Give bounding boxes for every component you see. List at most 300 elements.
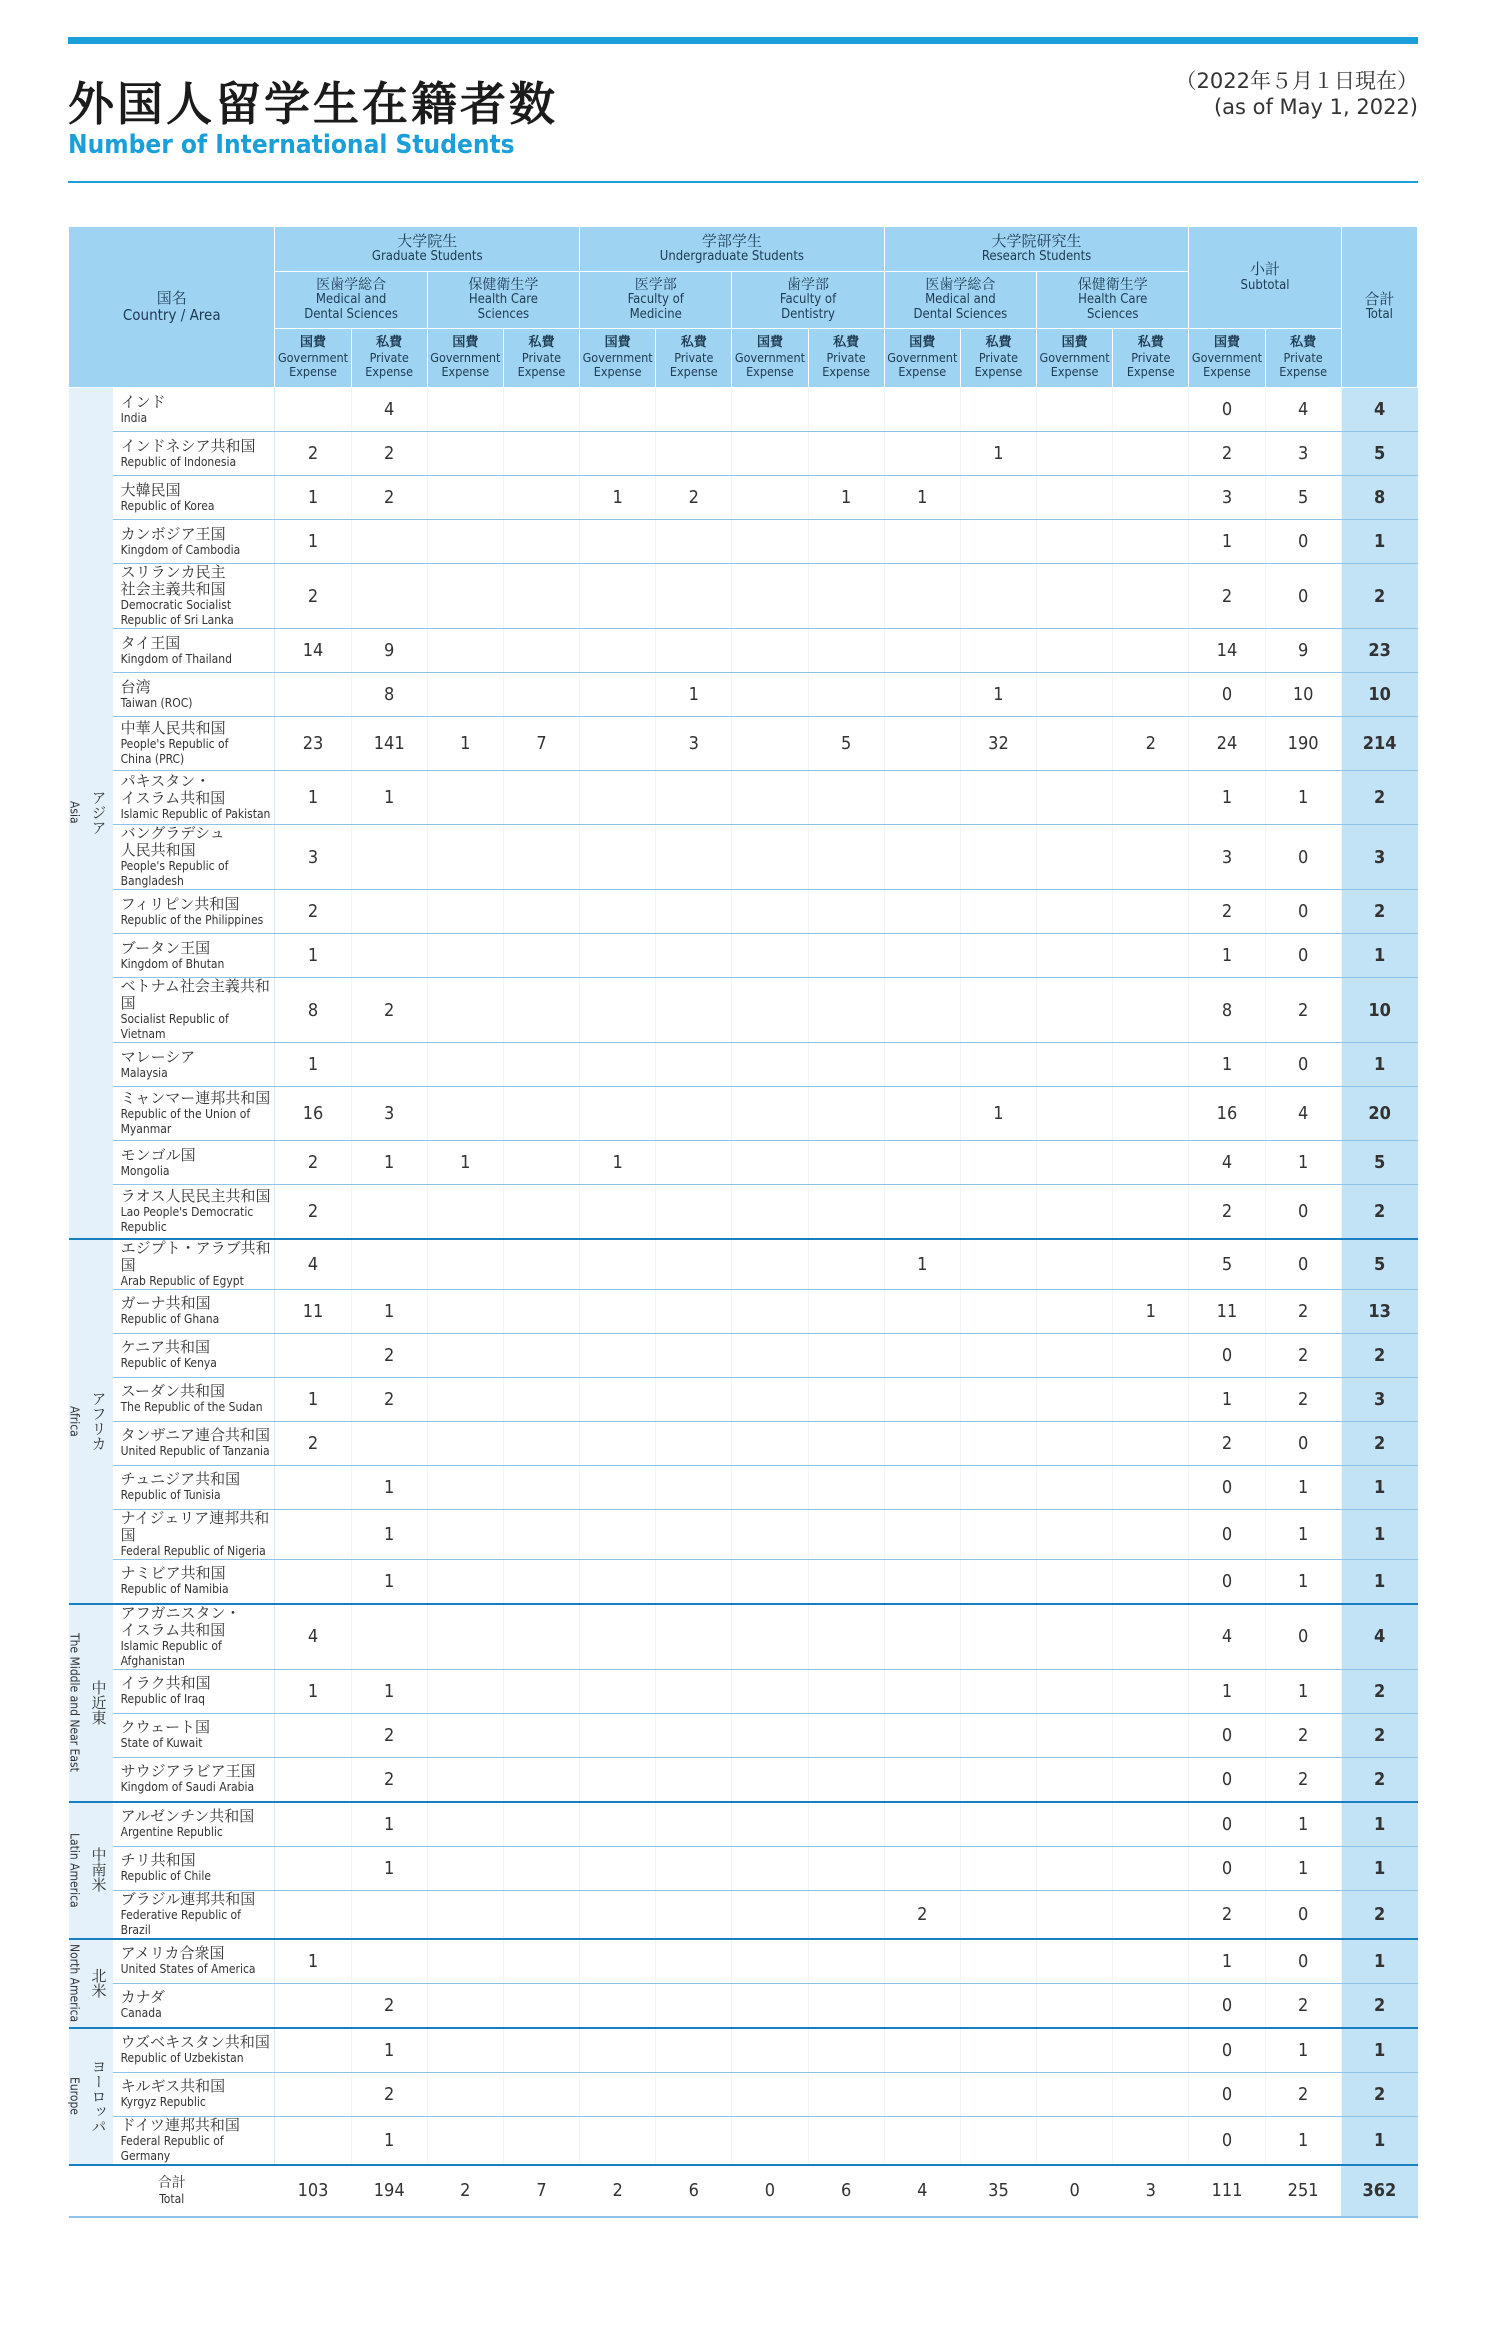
value-cell (580, 520, 656, 564)
value-cell (580, 2072, 656, 2116)
row-total-cell: 1 (1341, 1802, 1417, 1847)
value-cell (808, 1185, 884, 1239)
value-cell (1113, 771, 1189, 825)
value-cell (960, 1185, 1036, 1239)
expense-label: Expense (669, 364, 718, 380)
group-en: Undergraduate Students (659, 249, 804, 265)
value-cell (1113, 1421, 1189, 1465)
value-cell: 2 (351, 1333, 427, 1377)
country-name-en: Malaysia (120, 1065, 168, 1080)
subtotal-private-cell: 0 (1265, 564, 1341, 629)
private-expense-header (1265, 329, 1341, 388)
value-cell (427, 1669, 503, 1713)
government-expense-header (275, 329, 351, 388)
value-cell (503, 2028, 579, 2073)
value-cell (580, 1890, 656, 1939)
country-name-en: Republic of Tunisia (120, 1488, 221, 1502)
value-cell: 23 (275, 717, 351, 771)
value-cell (884, 1185, 960, 1239)
country-name-en: Democratic Socialist (120, 598, 232, 612)
value-cell: 3 (351, 1087, 427, 1141)
country-name-en: India (120, 410, 148, 425)
country-name-jp: ナイジェリア連邦共和国 (120, 1508, 270, 1544)
value-cell (732, 2072, 808, 2116)
country-name-en: Federal Republic of Germany (120, 2133, 224, 2163)
value-cell (351, 1939, 427, 1984)
value-cell (884, 1421, 960, 1465)
country-name (113, 978, 275, 1043)
value-cell (1113, 1802, 1189, 1847)
country-name-en: Republic of the Philippines (120, 912, 264, 927)
value-cell (808, 432, 884, 476)
value-cell: 1 (884, 1239, 960, 1290)
value-cell (884, 1757, 960, 1802)
expense-label: Private (1131, 350, 1171, 366)
value-cell (503, 673, 579, 717)
expense-label: Expense (517, 364, 566, 380)
value-cell (427, 1604, 503, 1670)
country-name-en: Republic of Iraq (120, 1692, 206, 1706)
value-cell (580, 890, 656, 934)
country-name-jp: 人民共和国 (120, 841, 196, 859)
region-en: Europe (67, 2077, 82, 2115)
region-en: Africa (67, 1405, 82, 1437)
country-name-en: Kingdom of Bhutan (120, 956, 225, 971)
country-name (113, 1185, 275, 1239)
expense-label: Expense (898, 364, 947, 380)
country-name-en: Kingdom of Cambodia (120, 542, 241, 557)
value-cell (1113, 1141, 1189, 1185)
discipline-jp: 歯学部 (787, 277, 830, 294)
value-cell (884, 1377, 960, 1421)
table-row (69, 564, 1418, 629)
value-cell: 2 (351, 1983, 427, 2028)
country-name-en: Republic of Korea (120, 498, 215, 513)
subtotal-government-cell: 0 (1189, 1983, 1265, 2028)
country-name-jp: ケニア共和国 (120, 1338, 210, 1356)
value-cell: 2 (275, 564, 351, 629)
country-name-jp: タンザニア連合共和国 (120, 1426, 270, 1444)
value-cell: 1 (351, 1509, 427, 1559)
value-cell (580, 1087, 656, 1141)
grand-total-cell: 0 (1037, 2165, 1113, 2217)
country-name-jp: サウジアラビア王国 (120, 1762, 256, 1780)
country-name-jp: パキスタン・ (120, 772, 211, 790)
country-name (113, 1604, 275, 1670)
grand-total-cell: 2 (580, 2165, 656, 2217)
value-cell (960, 1846, 1036, 1890)
value-cell (1113, 2072, 1189, 2116)
value-cell (808, 1890, 884, 1939)
value-cell (808, 1604, 884, 1670)
table-row (69, 520, 1418, 564)
table-row (69, 476, 1418, 520)
government-expense-header (580, 329, 656, 388)
subtotal-jp: 小計 (1250, 260, 1281, 279)
value-cell (1113, 629, 1189, 673)
value-cell: 11 (275, 1289, 351, 1333)
value-cell (1113, 2028, 1189, 2073)
country-name (113, 1421, 275, 1465)
subtotal-en: Subtotal (1240, 277, 1290, 293)
value-cell: 8 (351, 673, 427, 717)
government-expense-header (427, 329, 503, 388)
country-name-jp: スーダン共和国 (120, 1382, 225, 1400)
table-row (69, 1983, 1418, 2028)
value-cell (580, 1185, 656, 1239)
country-name-jp: タイ王国 (120, 633, 181, 652)
value-cell: 1 (275, 934, 351, 978)
region-en: The Middle and Near East (67, 1633, 82, 1772)
row-total-cell: 10 (1341, 673, 1417, 717)
discipline-jp: 医歯学総合 (925, 277, 996, 294)
value-cell (275, 2028, 351, 2073)
page-subtitle: Number of International Students (68, 130, 515, 160)
country-name (113, 1465, 275, 1509)
table-row (69, 1141, 1418, 1185)
country-name-en: Taiwan (ROC) (120, 695, 193, 710)
value-cell (656, 1239, 732, 1290)
country-name (113, 1846, 275, 1890)
value-cell: 2 (351, 1757, 427, 1802)
country-name (113, 1669, 275, 1713)
value-cell (1113, 1890, 1189, 1939)
subtotal-government-cell: 1 (1189, 1669, 1265, 1713)
value-cell (427, 2116, 503, 2165)
group-jp: 大学院生 (397, 231, 458, 250)
value-cell (884, 978, 960, 1043)
students-table (68, 226, 1418, 2218)
value-cell (1113, 1713, 1189, 1757)
discipline-jp: 保健衛生学 (468, 277, 539, 294)
value-cell (1113, 476, 1189, 520)
country-name-jp: ウズベキスタン共和国 (120, 2033, 270, 2051)
value-cell (884, 1939, 960, 1984)
subtotal-private-cell: 4 (1265, 388, 1341, 432)
table-row (69, 890, 1418, 934)
country-name-jp: スリランカ民主 (120, 563, 226, 581)
expense-label: Expense (974, 364, 1023, 380)
value-cell (960, 629, 1036, 673)
value-cell (884, 2116, 960, 2165)
country-header (69, 227, 275, 388)
subtotal-private-cell: 1 (1265, 2028, 1341, 2073)
subtotal-government-cell: 3 (1189, 476, 1265, 520)
value-cell (503, 1185, 579, 1239)
subtotal-private-cell: 0 (1265, 520, 1341, 564)
table-row (69, 1846, 1418, 1890)
table-row (69, 1377, 1418, 1421)
table-row (69, 978, 1418, 1043)
value-cell (503, 1983, 579, 2028)
undergraduate-header (580, 227, 885, 272)
subtotal-private-cell: 2 (1265, 1333, 1341, 1377)
value-cell (732, 934, 808, 978)
subtotal-private-cell: 0 (1265, 1185, 1341, 1239)
row-total-cell: 2 (1341, 1669, 1417, 1713)
value-cell (1113, 1239, 1189, 1290)
value-cell: 1 (580, 476, 656, 520)
value-cell: 2 (351, 476, 427, 520)
row-total-cell: 2 (1341, 1333, 1417, 1377)
country-name (113, 388, 275, 432)
value-cell (580, 978, 656, 1043)
value-cell (351, 564, 427, 629)
value-cell (732, 1421, 808, 1465)
country-header-jp: 国名 (156, 288, 187, 307)
value-cell: 4 (351, 388, 427, 432)
private-expense-header (1113, 329, 1189, 388)
subtotal-government-cell: 2 (1189, 890, 1265, 934)
row-total-cell: 3 (1341, 825, 1417, 890)
country-name-en: Republic of Sri Lanka (120, 613, 234, 627)
row-total-cell: 8 (1341, 476, 1417, 520)
country-name-en: Arab Republic of Egypt (120, 1273, 244, 1288)
value-cell (427, 1087, 503, 1141)
value-cell (1037, 1185, 1113, 1239)
subtotal-private-cell: 2 (1265, 978, 1341, 1043)
value-cell (580, 673, 656, 717)
subtotal-private-cell: 0 (1265, 1239, 1341, 1290)
subtotal-private-cell: 1 (1265, 1846, 1341, 1890)
value-cell (580, 1333, 656, 1377)
subtotal-government-cell: 1 (1189, 1043, 1265, 1087)
value-cell: 1 (960, 432, 1036, 476)
country-name-en: Republic of Uzbekistan (120, 2051, 244, 2065)
value-cell (732, 1983, 808, 2028)
title-rule (68, 181, 1418, 183)
country-name-en: Argentine Republic (120, 1825, 223, 1839)
value-cell (580, 825, 656, 890)
value-cell: 8 (275, 978, 351, 1043)
value-cell (1037, 476, 1113, 520)
row-total-cell: 2 (1341, 1757, 1417, 1802)
value-cell (960, 934, 1036, 978)
value-cell (656, 1604, 732, 1670)
subtotal-government-cell: 1 (1189, 1939, 1265, 1984)
expense-label: Government (582, 350, 653, 366)
row-total-cell: 5 (1341, 1239, 1417, 1290)
value-cell (503, 1604, 579, 1670)
value-cell (808, 2072, 884, 2116)
value-cell (427, 1377, 503, 1421)
value-cell (1037, 771, 1113, 825)
value-cell: 2 (275, 432, 351, 476)
table-row (69, 1185, 1418, 1239)
country-name (113, 1890, 275, 1939)
value-cell (656, 388, 732, 432)
row-total-cell: 1 (1341, 1559, 1417, 1604)
country-name-en: Republic of Indonesia (120, 454, 237, 469)
subtotal-private-cell: 2 (1265, 1377, 1341, 1421)
country-name-jp: カンボジア王国 (120, 524, 226, 543)
table-row (69, 1604, 1418, 1670)
value-cell: 2 (275, 1185, 351, 1239)
country-name-jp: ドイツ連邦共和国 (120, 2115, 240, 2134)
value-cell: 5 (808, 717, 884, 771)
value-cell (1037, 1509, 1113, 1559)
country-name-en: State of Kuwait (120, 1736, 203, 1750)
country-name (113, 2072, 275, 2116)
row-total-cell: 2 (1341, 1421, 1417, 1465)
value-cell: 2 (351, 432, 427, 476)
value-cell (732, 564, 808, 629)
country-name-en: Republic of Kenya (120, 1356, 217, 1370)
country-name-jp: イラク共和国 (120, 1674, 211, 1692)
value-cell (1037, 2116, 1113, 2165)
table-row (69, 717, 1418, 771)
country-name (113, 2116, 275, 2165)
value-cell (808, 520, 884, 564)
value-cell (351, 1604, 427, 1670)
value-cell (580, 1465, 656, 1509)
country-name-en: United States of America (120, 1962, 256, 1976)
value-cell (732, 1289, 808, 1333)
value-cell (275, 1713, 351, 1757)
subtotal-government-cell: 11 (1189, 1289, 1265, 1333)
expense-label: Private (1283, 350, 1323, 366)
value-cell (1113, 1757, 1189, 1802)
research-header (884, 227, 1189, 272)
government-expense-header (1037, 329, 1113, 388)
region-en: North America (67, 1943, 82, 2023)
value-cell (960, 1559, 1036, 1604)
page-title: 外国人留学生在籍者数 (68, 77, 558, 131)
value-cell (427, 1713, 503, 1757)
value-cell (427, 476, 503, 520)
value-cell (732, 1802, 808, 1847)
value-cell (808, 1239, 884, 1290)
expense-label: 国費 (604, 335, 631, 351)
value-cell (960, 1239, 1036, 1290)
table-row (69, 1333, 1418, 1377)
value-cell (960, 476, 1036, 520)
value-cell: 1 (960, 673, 1036, 717)
country-name-en: Socialist Republic of Vietnam (120, 1012, 229, 1041)
private-expense-header (656, 329, 732, 388)
grand-total-label (69, 2165, 275, 2217)
value-cell: 7 (503, 717, 579, 771)
country-name (113, 2028, 275, 2073)
value-cell (503, 1509, 579, 1559)
group-en: Research Students (981, 249, 1092, 265)
value-cell (656, 1377, 732, 1421)
country-name-jp: チリ共和国 (120, 1851, 196, 1869)
expense-label: 私費 (985, 335, 1012, 351)
value-cell (960, 1713, 1036, 1757)
subtotal-private-cell: 0 (1265, 1939, 1341, 1984)
value-cell (580, 934, 656, 978)
grand-total-row (69, 2165, 1418, 2217)
region-en: Latin America (67, 1832, 82, 1908)
value-cell (808, 1509, 884, 1559)
region-jp: ヨーロッパ (89, 2058, 108, 2134)
as-of-date-en: (as of May 1, 2022) (1213, 95, 1418, 119)
value-cell (808, 2116, 884, 2165)
value-cell (960, 1669, 1036, 1713)
row-total-cell: 2 (1341, 564, 1417, 629)
value-cell: 2 (1113, 717, 1189, 771)
value-cell (427, 1846, 503, 1890)
value-cell (1113, 1604, 1189, 1670)
subtotal-private-cell: 1 (1265, 1669, 1341, 1713)
country-name-jp: アルゼンチン共和国 (120, 1807, 255, 1825)
value-cell (732, 2116, 808, 2165)
country-name-jp: カナダ (120, 1988, 165, 2006)
country-name-jp: 大韓民国 (120, 480, 181, 499)
value-cell (580, 629, 656, 673)
country-name-jp: フィリピン共和国 (120, 894, 240, 913)
value-cell (656, 978, 732, 1043)
country-name (113, 520, 275, 564)
value-cell (1037, 1559, 1113, 1604)
value-cell (808, 1713, 884, 1757)
value-cell: 1 (960, 1087, 1036, 1141)
subtotal-private-cell: 1 (1265, 1465, 1341, 1509)
subtotal-private-cell: 0 (1265, 890, 1341, 934)
country-name-jp: エジプト・アラブ共和国 (120, 1238, 271, 1274)
value-cell (732, 476, 808, 520)
subtotal-private-cell: 1 (1265, 1509, 1341, 1559)
value-cell (884, 1043, 960, 1087)
value-cell (960, 890, 1036, 934)
value-cell (732, 1757, 808, 1802)
subtotal-private-cell: 2 (1265, 1713, 1341, 1757)
country-name-en: Republic of the Union of (120, 1107, 251, 1121)
value-cell (884, 520, 960, 564)
value-cell (351, 1890, 427, 1939)
grand-total-label-jp: 合計 (157, 2174, 186, 2191)
country-name-en: Myanmar (120, 1122, 172, 1136)
value-cell (275, 1333, 351, 1377)
country-name-en: The Republic of the Sudan (120, 1400, 263, 1414)
value-cell (427, 1890, 503, 1939)
subtotal-government-cell: 0 (1189, 1846, 1265, 1890)
value-cell: 1 (351, 1846, 427, 1890)
value-cell (884, 629, 960, 673)
value-cell (1037, 1983, 1113, 2028)
discipline-header (732, 272, 884, 329)
value-cell (580, 564, 656, 629)
value-cell (580, 1043, 656, 1087)
subtotal-government-cell: 4 (1189, 1141, 1265, 1185)
subtotal-government-cell: 0 (1189, 1465, 1265, 1509)
value-cell (656, 1043, 732, 1087)
value-cell (1113, 1377, 1189, 1421)
grand-total-cell: 2 (427, 2165, 503, 2217)
subtotal-government-cell: 0 (1189, 388, 1265, 432)
value-cell (1037, 1890, 1113, 1939)
subtotal-private-cell: 1 (1265, 1141, 1341, 1185)
subtotal-private-cell: 0 (1265, 825, 1341, 890)
country-name-jp: モンゴル国 (120, 1145, 196, 1164)
value-cell (960, 1939, 1036, 1984)
value-cell (656, 1983, 732, 2028)
value-cell (960, 2072, 1036, 2116)
country-name-en: Kingdom of Thailand (120, 651, 232, 666)
subtotal-private-cell: 2 (1265, 1757, 1341, 1802)
value-cell (1037, 1087, 1113, 1141)
value-cell (656, 825, 732, 890)
value-cell (503, 1669, 579, 1713)
value-cell (884, 1559, 960, 1604)
value-cell (275, 673, 351, 717)
value-cell: 1 (351, 1559, 427, 1604)
value-cell (1037, 825, 1113, 890)
value-cell (580, 1239, 656, 1290)
country-name-en: Afghanistan (120, 1653, 185, 1668)
private-expense-header (351, 329, 427, 388)
